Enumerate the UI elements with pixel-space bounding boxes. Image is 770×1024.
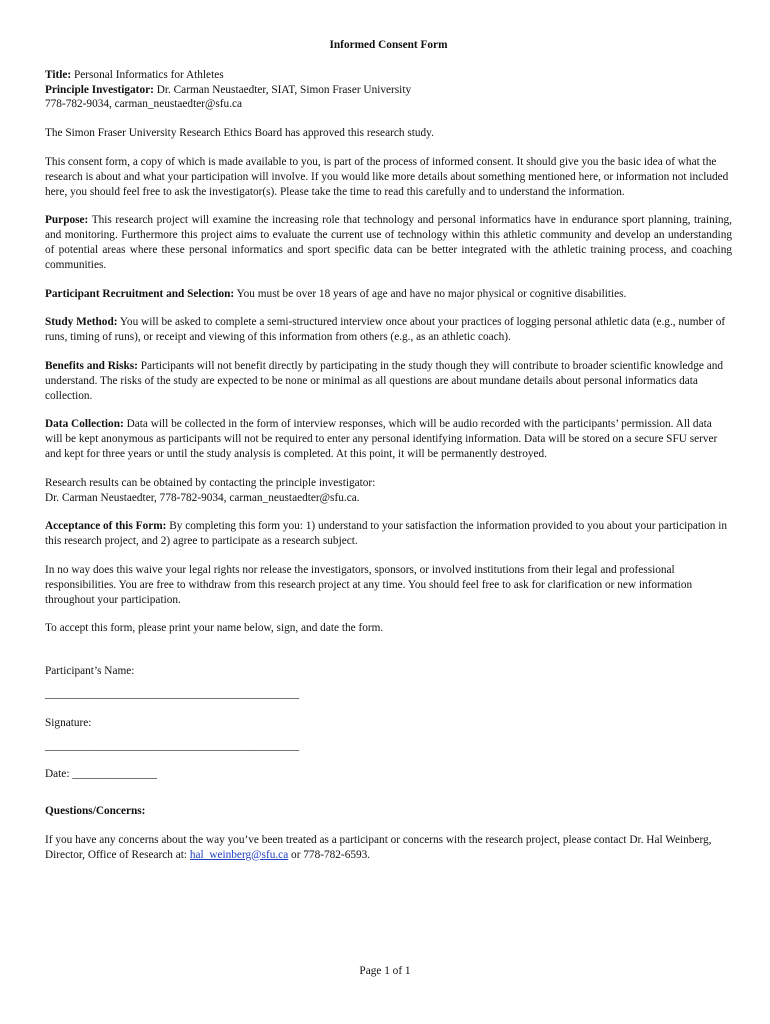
acceptance-text: By completing this form you: 1) understand to your satisfaction the information provided to you about your participation in this research project, and 2) agree to participate as a research subject. — [45, 520, 728, 548]
recruitment-text: You must be over 18 years of age and have no major physical or cognitive disabilities. — [234, 287, 627, 300]
method-section — [45, 315, 732, 345]
title-line — [45, 68, 732, 83]
date-line[interactable]: _______________ — [72, 768, 158, 781]
results-section — [45, 476, 732, 506]
pi-label: Principle Investigator: — [45, 83, 154, 96]
purpose-text: This research project will examine the increasing role that technology and personal informatics have in endurance sport planning, training, and monitoring. Furthermore this project aims to evaluate the current use of technology within this athletic community and develop an understanding of potential areas where these personal informatics and sport specific data can be better integrated with the athletic training process, and coaching communities. — [45, 214, 732, 271]
document-title: Informed Consent Form — [329, 39, 448, 51]
date-label: Date: — [45, 768, 73, 781]
method-label: Study Method: — [45, 316, 118, 329]
data-collection-section — [45, 417, 732, 461]
recruitment-section — [45, 287, 732, 302]
instruction-paragraph: To accept this form, please print your name below, sign, and date the form. — [45, 622, 384, 635]
benefits-text: Participants will not benefit directly by participating in the study though they will contribute to broader scientific knowledge and understand. The risks of the study are expected to be none or minimal as all questions are about mundane details about personal informatics data collection. — [45, 359, 724, 402]
document-body — [45, 38, 732, 876]
data-collection-label: Data Collection: — [45, 418, 124, 431]
header-block — [45, 68, 732, 112]
pi-line — [45, 83, 732, 98]
ethics-statement: The Simon Fraser University Research Ethics Board has approved this research study. — [45, 127, 434, 140]
signature-label: Signature: — [45, 716, 92, 729]
participant-name-line[interactable]: _____________________________________________ — [45, 687, 300, 700]
page-number: Page 1 of 1 — [359, 965, 411, 977]
participant-name-label: Participant’s Name: — [45, 665, 135, 678]
pi-value: Dr. Carman Neustaedter, SIAT, Simon Fraser University — [153, 83, 412, 96]
data-collection-text: Data will be collected in the form of interview responses, which will be audio recorded with the participants’ permission. All data will be kept anonymous as participants will not be required to enter any personal identifying information. Data will be stored on a secure SFU server and kept for three years or until the study analysis is completed. At this point, it will be permanently destroyed. — [45, 418, 718, 460]
results-line-2: Dr. Carman Neustaedter, 778-782-9034, carman_neustaedter@sfu.ca. — [45, 491, 360, 504]
recruitment-label: Participant Recruitment and Selection: — [45, 287, 235, 300]
questions-paragraph — [45, 833, 732, 863]
acceptance-section — [45, 519, 732, 549]
date-field — [45, 767, 732, 782]
method-text: You will be asked to complete a semi-structured interview once about your practices of logging personal athletic data (e.g., number of runs, timing of runs), or receipt and viewing of this information from others (e.g., as an athletic coach). — [45, 316, 726, 344]
benefits-section — [45, 359, 732, 403]
title-label: Title: — [45, 68, 72, 81]
questions-heading: Questions/Concerns: — [45, 805, 146, 818]
purpose-section — [45, 213, 732, 272]
contact-email-link[interactable]: hal_weinberg@sfu.ca — [189, 848, 289, 861]
intro-paragraph: This consent form, a copy of which is made available to you, is part of the process of informed consent. It should give you the basic idea of what the research is about and what your participation will involve. If you would like more details about something mentioned here, or information not included here, you should feel free to ask the investigator(s). Please take the time to read this carefully and to understand the information. — [45, 155, 729, 198]
pi-contact: 778-782-9034, carman_neustaedter@sfu.ca — [45, 98, 243, 111]
rights-paragraph: In no way does this waive your legal rights nor release the investigators, sponsors, or involved institutions from their legal and professional responsibilities. You are free to withdraw from this research project at any time. You should feel free to ask for clarification or new information throughout your participation. — [45, 563, 693, 606]
purpose-label: Purpose: — [45, 214, 89, 227]
questions-text-before: If you have any concerns about the way you’ve been treated as a participant or concerns with the research project, please contact Dr. Hal Weinberg, Director, Office of Research at: — [45, 833, 712, 861]
results-line-1: Research results can be obtained by contacting the principle investigator: — [45, 476, 376, 489]
acceptance-label: Acceptance of this Form: — [45, 520, 167, 533]
questions-text-after: or 778-782-6593. — [288, 848, 371, 861]
signature-line[interactable]: _____________________________________________ — [45, 739, 300, 752]
title-value: Personal Informatics for Athletes — [71, 68, 224, 81]
benefits-label: Benefits and Risks: — [45, 359, 138, 372]
